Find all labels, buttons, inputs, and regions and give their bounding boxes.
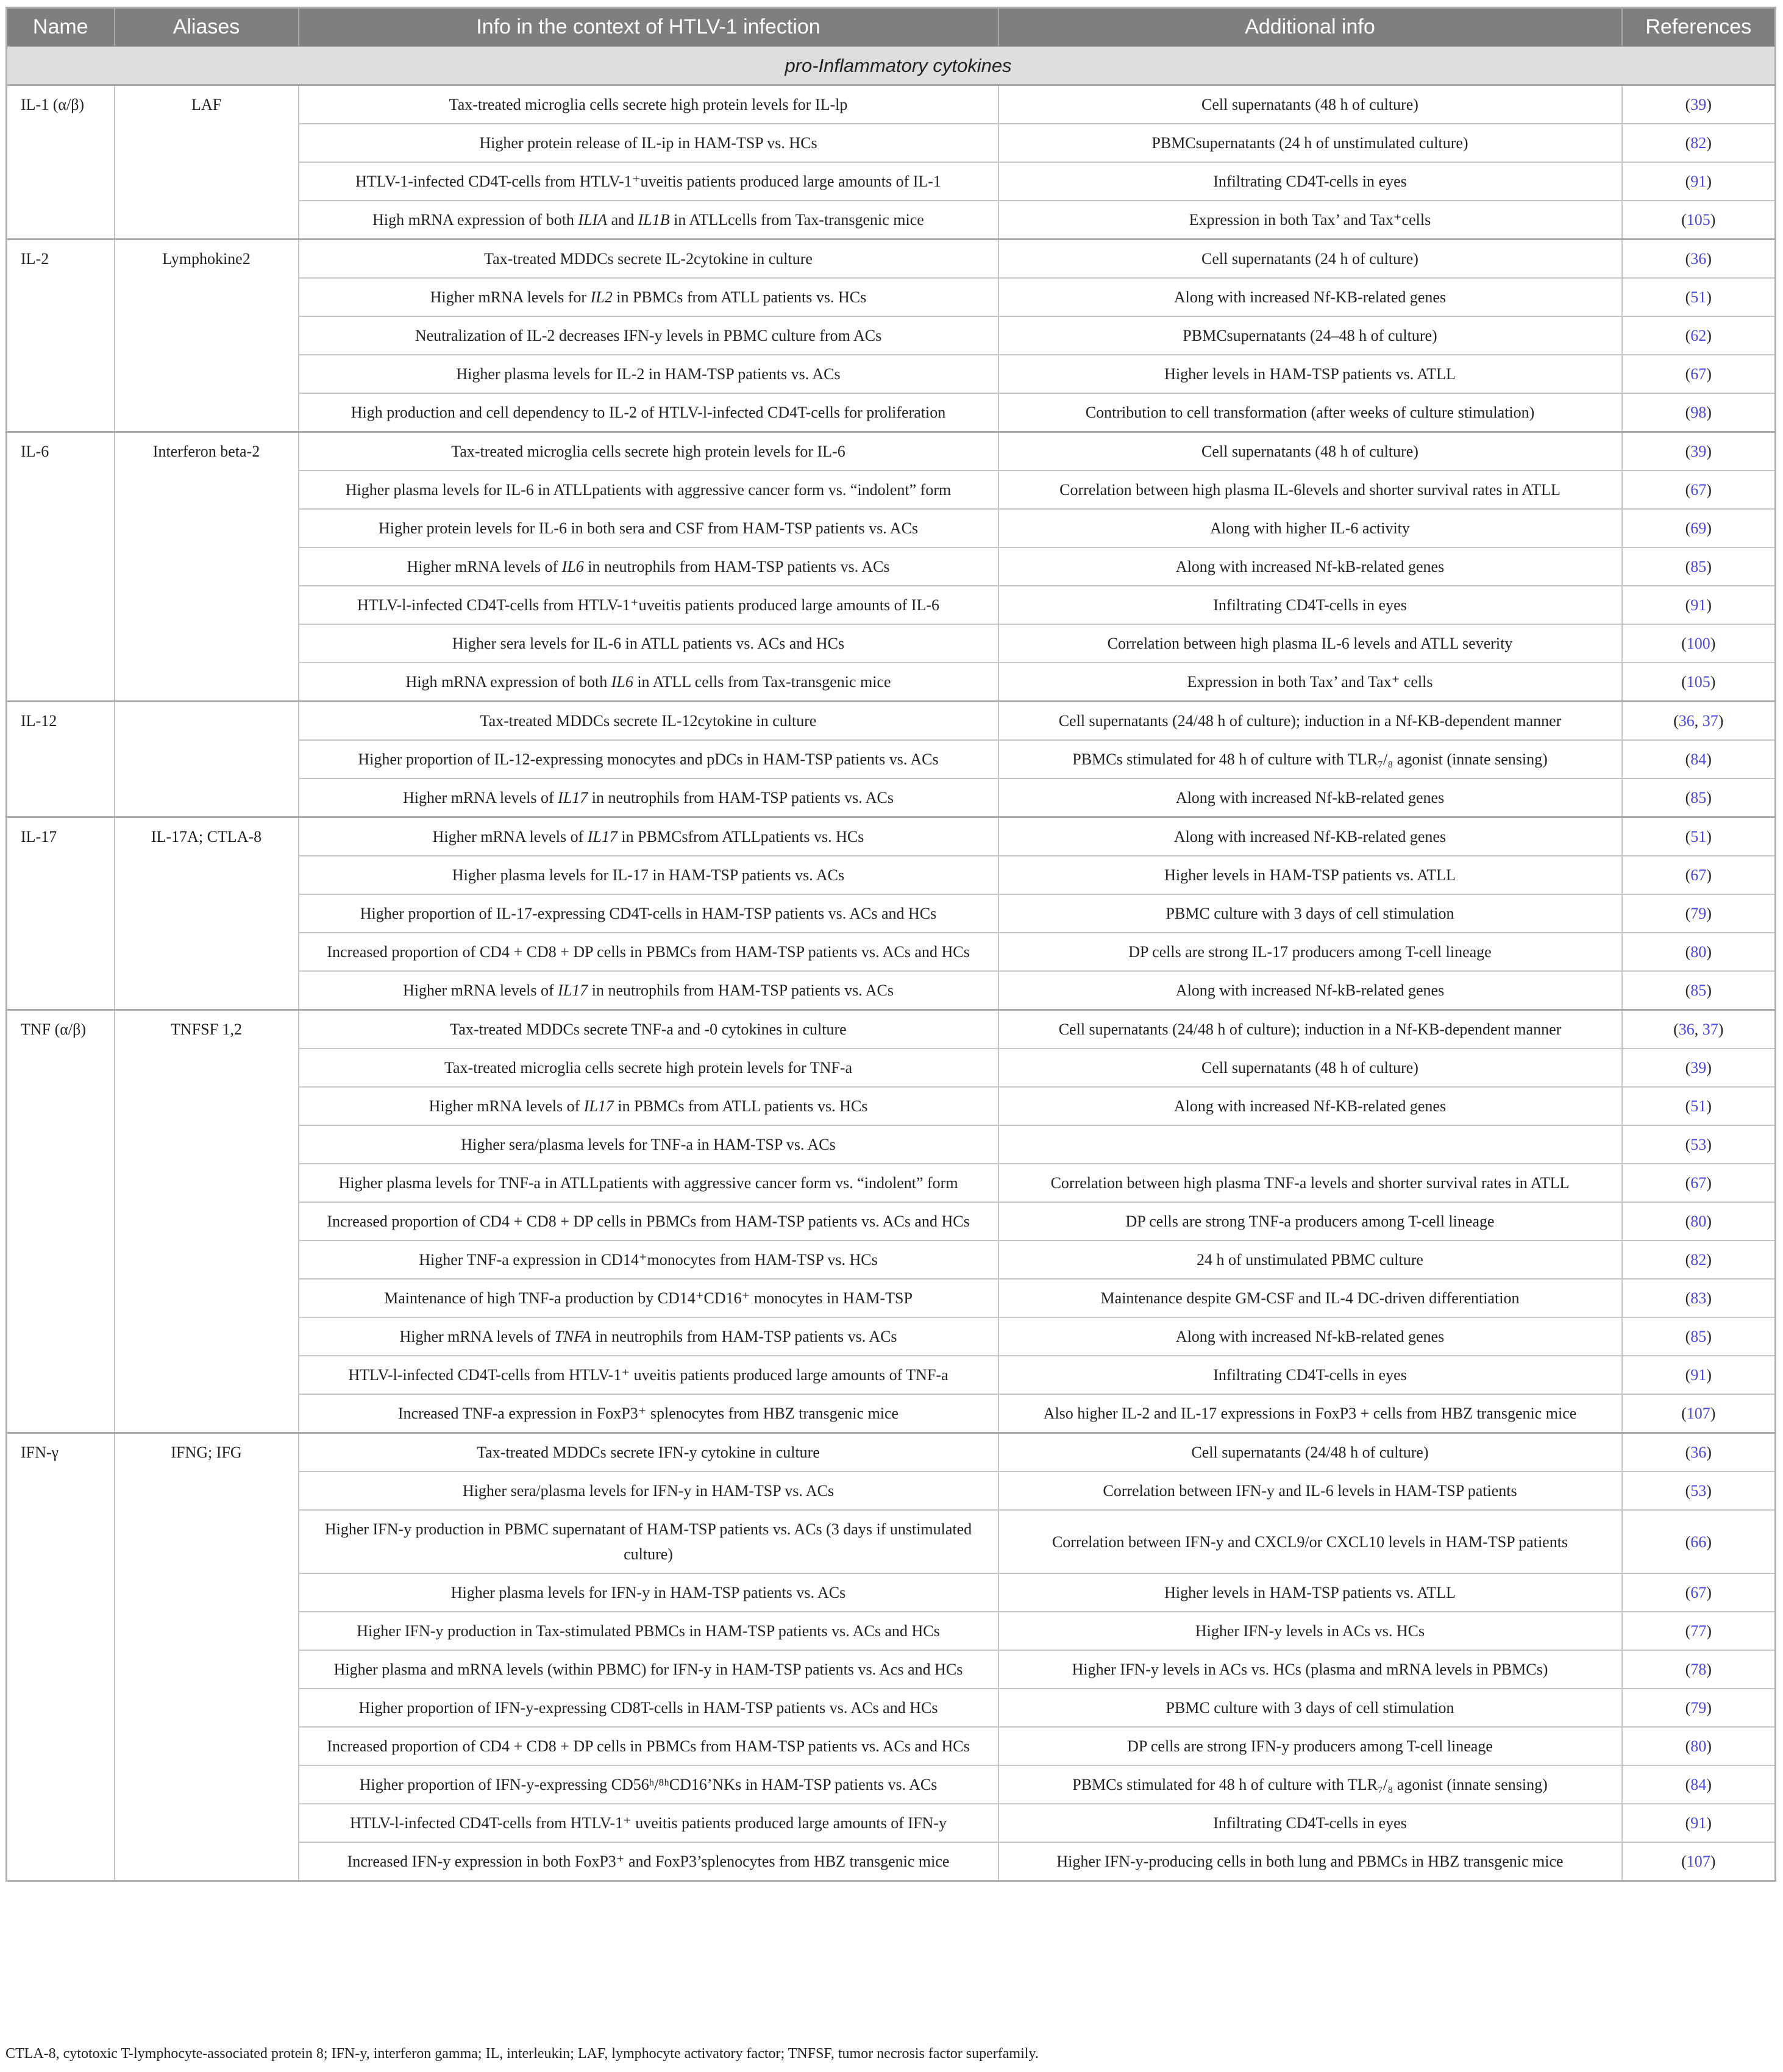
info-cell: [299, 1689, 998, 1727]
info-text: Higher plasma levels for TNF-a in ATLLpatients with aggressive cancer form vs. “indolent” form: [338, 1174, 958, 1192]
reference-link[interactable]: 67: [1690, 1174, 1707, 1192]
info-cell: [299, 778, 998, 817]
reference-link[interactable]: 98: [1690, 404, 1707, 421]
table-row: [7, 240, 1776, 279]
info-text: Higher plasma levels for IL-17 in HAM-TSP patients vs. ACs: [452, 866, 845, 884]
reference-link[interactable]: 85: [1690, 981, 1707, 999]
additional-info-cell: Higher levels in HAM-TSP patients vs. ATLL: [998, 355, 1622, 393]
info-cell: [299, 1612, 998, 1650]
info-cell: [299, 85, 998, 124]
additional-info-cell: Correlation between high plasma TNF-a levels and shorter survival rates in ATLL: [998, 1164, 1622, 1202]
references-cell: (85): [1622, 778, 1776, 817]
references-cell: (67): [1622, 1573, 1776, 1612]
references-cell: (53): [1622, 1472, 1776, 1510]
references-cell: (80): [1622, 933, 1776, 971]
additional-info-cell: Along with increased Nf-kB-related genes: [998, 1317, 1622, 1356]
additional-info-cell: Correlation between high plasma IL-6levels and shorter survival rates in ATLL: [998, 471, 1622, 509]
info-text: High production and cell dependency to IL-2 of HTLV-l-infected CD4T-cells for proliferation: [351, 404, 946, 421]
cytokine-aliases: Lymphokine2: [115, 240, 299, 432]
reference-link[interactable]: 84: [1690, 1776, 1707, 1793]
additional-info-cell: PBMCsupernatants (24 h of unstimulated culture): [998, 124, 1622, 162]
references-cell: (105): [1622, 663, 1776, 702]
info-text: Higher mRNA levels of IL6 in neutrophils from HAM-TSP patients vs. ACs: [407, 558, 890, 575]
info-text: Higher sera/plasma levels for IFN-y in HAM-TSP vs. ACs: [462, 1482, 835, 1500]
references-cell: (107): [1622, 1394, 1776, 1433]
reference-link[interactable]: 91: [1690, 1814, 1707, 1832]
section-title: pro-Inflammatory cytokines: [7, 46, 1776, 85]
reference-link[interactable]: 80: [1690, 1737, 1707, 1755]
reference-link[interactable]: 36: [1678, 1020, 1695, 1038]
additional-info-cell: Infiltrating CD4T-cells in eyes: [998, 162, 1622, 201]
info-text: Higher plasma levels for IL-2 in HAM-TSP patients vs. ACs: [456, 365, 841, 383]
table-row: [7, 1010, 1776, 1049]
info-text: Higher plasma and mRNA levels (within PBMC) for IFN-y in HAM-TSP patients vs. Acs and HCs: [333, 1661, 963, 1678]
additional-info-cell: Correlation between IFN-y and CXCL9/or CXCL10 levels in HAM-TSP patients: [998, 1510, 1622, 1573]
references-cell: (85): [1622, 971, 1776, 1010]
reference-link[interactable]: 84: [1690, 750, 1707, 768]
reference-link[interactable]: 67: [1690, 866, 1707, 884]
info-text: Higher mRNA levels of IL17 in neutrophils from HAM-TSP patients vs. ACs: [402, 789, 894, 806]
cytokine-aliases: IFNG; IFG: [115, 1433, 299, 1881]
reference-link[interactable]: 85: [1690, 558, 1707, 575]
info-text: Higher proportion of IL-12-expressing monocytes and pDCs in HAM-TSP patients vs. ACs: [358, 750, 939, 768]
additional-info-cell: Higher IFN-y-producing cells in both lung and PBMCs in HBZ transgenic mice: [998, 1842, 1622, 1881]
reference-link[interactable]: 51: [1690, 828, 1707, 846]
references-cell: (62): [1622, 316, 1776, 355]
info-text: Tax-treated MDDCs secrete IL-12cytokine in culture: [480, 712, 817, 730]
reference-link[interactable]: 80: [1690, 943, 1707, 961]
info-text: High mRNA expression of both IL6 in ATLL cells from Tax-transgenic mice: [405, 673, 891, 691]
references-cell: (85): [1622, 1317, 1776, 1356]
references-cell: (51): [1622, 278, 1776, 316]
info-text: Tax-treated MDDCs secrete TNF-a and -0 cytokines in culture: [450, 1020, 847, 1038]
references-cell: (84): [1622, 740, 1776, 778]
references-cell: (36, 37): [1622, 1010, 1776, 1049]
additional-info-cell: PBMCsupernatants (24–48 h of culture): [998, 316, 1622, 355]
reference-link[interactable]: 36: [1678, 712, 1695, 730]
reference-link[interactable]: 36: [1690, 1444, 1707, 1461]
reference-link[interactable]: 69: [1690, 519, 1707, 537]
additional-info-cell: Cell supernatants (48 h of culture): [998, 432, 1622, 471]
info-cell: [299, 1279, 998, 1317]
info-text: Maintenance of high TNF-a production by CD14⁺CD16⁺ monocytes in HAM-TSP: [384, 1289, 913, 1307]
references-cell: (80): [1622, 1202, 1776, 1241]
cytokine-aliases: Interferon beta-2: [115, 432, 299, 702]
info-text: Tax-treated microglia cells secrete high protein levels for TNF-a: [444, 1059, 853, 1077]
info-text: Higher sera/plasma levels for TNF-a in HAM-TSP vs. ACs: [461, 1136, 836, 1153]
reference-link[interactable]: 91: [1690, 1366, 1707, 1384]
info-cell: [299, 702, 998, 741]
additional-info-cell: 24 h of unstimulated PBMC culture: [998, 1241, 1622, 1279]
additional-info-cell: Cell supernatants (24 h of culture): [998, 240, 1622, 279]
references-cell: (91): [1622, 1356, 1776, 1394]
info-cell: [299, 740, 998, 778]
info-text: Higher sera levels for IL-6 in ATLL patients vs. ACs and HCs: [452, 635, 845, 652]
info-cell: [299, 547, 998, 586]
additional-info-cell: PBMCs stimulated for 48 h of culture with TLR₇/₈ agonist (innate sensing): [998, 740, 1622, 778]
info-cell: [299, 432, 998, 471]
additional-info-cell: Higher levels in HAM-TSP patients vs. ATLL: [998, 1573, 1622, 1612]
additional-info-cell: Correlation between IFN-y and IL-6 levels in HAM-TSP patients: [998, 1472, 1622, 1510]
info-cell: [299, 1317, 998, 1356]
additional-info-cell: Also higher IL-2 and IL-17 expressions in FoxP3 + cells from HBZ transgenic mice: [998, 1394, 1622, 1433]
info-cell: [299, 586, 998, 624]
cytokine-name: IL-12: [7, 702, 115, 817]
additional-info-cell: DP cells are strong IFN-y producers among T-cell lineage: [998, 1727, 1622, 1765]
cytokine-name: TNF (α/β): [7, 1010, 115, 1433]
info-cell: [299, 1472, 998, 1510]
additional-info-cell: Infiltrating CD4T-cells in eyes: [998, 586, 1622, 624]
reference-link[interactable]: 80: [1690, 1212, 1707, 1230]
additional-info-cell: DP cells are strong TNF-a producers among T-cell lineage: [998, 1202, 1622, 1241]
reference-link[interactable]: 82: [1690, 134, 1707, 152]
reference-link[interactable]: 67: [1690, 481, 1707, 499]
references-cell: (85): [1622, 547, 1776, 586]
references-cell: (80): [1622, 1727, 1776, 1765]
references-cell: (77): [1622, 1612, 1776, 1650]
info-cell: [299, 124, 998, 162]
info-text: HTLV-1-infected CD4T-cells from HTLV-1⁺uveitis patients produced large amounts of IL-1: [355, 173, 941, 190]
reference-link[interactable]: 67: [1690, 1584, 1707, 1601]
additional-info-cell: PBMC culture with 3 days of cell stimulation: [998, 894, 1622, 933]
header-references: References: [1622, 8, 1776, 47]
reference-link[interactable]: 39: [1690, 96, 1707, 113]
info-text: Increased proportion of CD4 + CD8 + DP cells in PBMCs from HAM-TSP patients vs. ACs and HCs: [327, 1212, 970, 1230]
additional-info-cell: Higher IFN-y levels in ACs vs. HCs: [998, 1612, 1622, 1650]
info-cell: [299, 1164, 998, 1202]
additional-info-cell: Along with higher IL-6 activity: [998, 509, 1622, 547]
additional-info-cell: Along with increased Nf-kB-related genes: [998, 547, 1622, 586]
reference-link[interactable]: 37: [1702, 712, 1718, 730]
reference-link[interactable]: 37: [1702, 1020, 1718, 1038]
info-cell: [299, 393, 998, 432]
info-cell: [299, 1510, 998, 1573]
info-cell: [299, 1727, 998, 1765]
info-cell: [299, 1202, 998, 1241]
reference-link[interactable]: 62: [1690, 327, 1707, 344]
reference-link[interactable]: 39: [1690, 1059, 1707, 1077]
table-row: [7, 432, 1776, 471]
info-text: High mRNA expression of both ILIA and IL1B in ATLLcells from Tax-transgenic mice: [372, 211, 924, 229]
info-cell: [299, 1010, 998, 1049]
cytokine-name: IL-6: [7, 432, 115, 702]
additional-info-cell: Contribution to cell transformation (after weeks of culture stimulation): [998, 393, 1622, 432]
references-cell: (51): [1622, 817, 1776, 856]
info-cell: [299, 624, 998, 663]
info-text: Tax-treated microglia cells secrete high protein levels for IL-6: [451, 443, 845, 460]
references-cell: (36): [1622, 1433, 1776, 1472]
info-text: Higher mRNA levels of IL17 in PBMCs from ATLL patients vs. HCs: [429, 1097, 868, 1115]
info-text: Higher IFN-y production in Tax-stimulated PBMCs in HAM-TSP patients vs. ACs and HCs: [357, 1622, 940, 1640]
header-info: Info in the context of HTLV-1 infection: [299, 8, 998, 47]
references-cell: (91): [1622, 1804, 1776, 1842]
references-cell: (67): [1622, 1164, 1776, 1202]
info-text: Increased IFN-y expression in both FoxP3⁺ and FoxP3’splenocytes from HBZ transgenic mice: [347, 1853, 950, 1870]
additional-info-cell: Maintenance despite GM-CSF and IL-4 DC-driven differentiation: [998, 1279, 1622, 1317]
reference-link[interactable]: 100: [1686, 635, 1710, 652]
info-cell: [299, 1048, 998, 1087]
reference-link[interactable]: 83: [1690, 1289, 1707, 1307]
info-cell: [299, 278, 998, 316]
references-cell: (79): [1622, 1689, 1776, 1727]
info-cell: [299, 355, 998, 393]
info-text: Tax-treated MDDCs secrete IL-2cytokine in culture: [484, 250, 813, 268]
references-cell: (78): [1622, 1650, 1776, 1689]
references-cell: (39): [1622, 85, 1776, 124]
info-cell: [299, 1765, 998, 1804]
header-aliases: Aliases: [115, 8, 299, 47]
additional-info-cell: Higher levels in HAM-TSP patients vs. ATLL: [998, 856, 1622, 894]
info-text: Higher plasma levels for IFN-y in HAM-TSP patients vs. ACs: [450, 1584, 846, 1601]
reference-link[interactable]: 91: [1690, 173, 1707, 190]
additional-info-cell: [998, 1125, 1622, 1164]
info-cell: [299, 856, 998, 894]
references-cell: (84): [1622, 1765, 1776, 1804]
info-text: HTLV-l-infected CD4T-cells from HTLV-1⁺ uveitis patients produced large amounts of TNF-a: [348, 1366, 948, 1384]
reference-link[interactable]: 105: [1686, 673, 1710, 691]
info-cell: [299, 162, 998, 201]
info-text: Higher mRNA levels for IL2 in PBMCs from ATLL patients vs. HCs: [430, 288, 867, 306]
info-cell: [299, 1394, 998, 1433]
table-row: [7, 85, 1776, 124]
cytokine-name: IL-1 (α/β): [7, 85, 115, 240]
info-cell: [299, 1804, 998, 1842]
info-text: Higher proportion of IFN-y-expressing CD56ʰ/⁸ʰCD16’NKs in HAM-TSP patients vs. ACs: [359, 1776, 938, 1793]
cytokine-aliases: IL-17A; CTLA-8: [115, 817, 299, 1010]
references-cell: (36, 37): [1622, 702, 1776, 741]
info-cell: [299, 1087, 998, 1125]
info-cell: [299, 1842, 998, 1881]
info-text: Increased proportion of CD4 + CD8 + DP cells in PBMCs from HAM-TSP patients vs. ACs and HCs: [327, 1737, 970, 1755]
cytokine-aliases: LAF: [115, 85, 299, 240]
additional-info-cell: Correlation between high plasma IL-6 levels and ATLL severity: [998, 624, 1622, 663]
info-cell: [299, 1433, 998, 1472]
references-cell: (53): [1622, 1125, 1776, 1164]
info-cell: [299, 1125, 998, 1164]
additional-info-cell: Cell supernatants (24/48 h of culture): [998, 1433, 1622, 1472]
references-cell: (39): [1622, 1048, 1776, 1087]
info-cell: [299, 1356, 998, 1394]
references-cell: (66): [1622, 1510, 1776, 1573]
references-cell: (79): [1622, 894, 1776, 933]
info-cell: [299, 471, 998, 509]
reference-link[interactable]: 91: [1690, 596, 1707, 614]
info-text: Higher mRNA levels of TNFA in neutrophils from HAM-TSP patients vs. ACs: [399, 1328, 897, 1345]
reference-link[interactable]: 79: [1690, 905, 1707, 922]
references-cell: (98): [1622, 393, 1776, 432]
references-cell: (100): [1622, 624, 1776, 663]
info-text: HTLV-l-infected CD4T-cells from HTLV-1⁺ uveitis patients produced large amounts of IFN-y: [350, 1814, 947, 1832]
reference-link[interactable]: 82: [1690, 1251, 1707, 1269]
additional-info-cell: Infiltrating CD4T-cells in eyes: [998, 1356, 1622, 1394]
info-cell: [299, 663, 998, 702]
info-text: Higher mRNA levels of IL17 in neutrophils from HAM-TSP patients vs. ACs: [402, 981, 894, 999]
cytokine-name: IL-2: [7, 240, 115, 432]
info-text: Tax-treated MDDCs secrete IFN-y cytokine in culture: [477, 1444, 820, 1461]
header-name: Name: [7, 8, 115, 47]
additional-info-cell: Along with increased Nf-KB-related genes: [998, 1087, 1622, 1125]
additional-info-cell: PBMCs stimulated for 48 h of culture with TLR₇/₈ agonist (innate sensing): [998, 1765, 1622, 1804]
info-text: Higher proportion of IL-17-expressing CD4T-cells in HAM-TSP patients vs. ACs and HCs: [360, 905, 937, 922]
cytokine-aliases: [115, 702, 299, 817]
info-text: Increased proportion of CD4 + CD8 + DP cells in PBMCs from HAM-TSP patients vs. ACs and HCs: [327, 943, 970, 961]
info-text: Higher TNF-a expression in CD14⁺monocytes from HAM-TSP vs. HCs: [419, 1251, 878, 1269]
reference-link[interactable]: 36: [1690, 250, 1707, 268]
table-row: [7, 817, 1776, 856]
reference-link[interactable]: 85: [1690, 789, 1707, 806]
info-cell: [299, 316, 998, 355]
info-cell: [299, 201, 998, 240]
references-cell: (67): [1622, 355, 1776, 393]
info-text: Increased TNF-a expression in FoxP3⁺ splenocytes from HBZ transgenic mice: [397, 1404, 899, 1422]
header-additional-info: Additional info: [998, 8, 1622, 47]
cytokine-name: IFN-γ: [7, 1433, 115, 1881]
references-cell: (91): [1622, 162, 1776, 201]
references-cell: (107): [1622, 1842, 1776, 1881]
info-text: HTLV-l-infected CD4T-cells from HTLV-1⁺uveitis patients produced large amounts of IL-6: [357, 596, 940, 614]
reference-link[interactable]: 53: [1690, 1136, 1707, 1153]
reference-link[interactable]: 107: [1686, 1853, 1710, 1870]
info-cell: [299, 894, 998, 933]
additional-info-cell: Expression in both Tax’ and Tax⁺ cells: [998, 663, 1622, 702]
info-cell: [299, 1573, 998, 1612]
reference-link[interactable]: 67: [1690, 365, 1707, 383]
additional-info-cell: Along with increased Nf-kB-related genes: [998, 971, 1622, 1010]
cytokine-table: [5, 7, 1776, 1882]
info-text: Higher protein levels for IL-6 in both sera and CSF from HAM-TSP patients vs. ACs: [378, 519, 919, 537]
references-cell: (67): [1622, 471, 1776, 509]
references-cell: (51): [1622, 1087, 1776, 1125]
reference-link[interactable]: 78: [1690, 1661, 1707, 1678]
additional-info-cell: Higher IFN-y levels in ACs vs. HCs (plasma and mRNA levels in PBMCs): [998, 1650, 1622, 1689]
info-text: Higher protein release of IL-ip in HAM-TSP vs. HCs: [479, 134, 817, 152]
references-cell: (36): [1622, 240, 1776, 279]
info-text: Higher IFN-y production in PBMC supernatant of HAM-TSP patients vs. ACs (3 days if unstimulated culture): [324, 1520, 972, 1563]
info-text: Neutralization of IL-2 decreases IFN-y levels in PBMC culture from ACs: [415, 327, 882, 344]
reference-link[interactable]: 107: [1686, 1404, 1710, 1422]
reference-link[interactable]: 51: [1690, 1097, 1707, 1115]
info-cell: [299, 971, 998, 1010]
cytokine-aliases: TNFSF 1,2: [115, 1010, 299, 1433]
table-row: [7, 1433, 1776, 1472]
references-cell: (67): [1622, 856, 1776, 894]
table-row: [7, 702, 1776, 741]
additional-info-cell: Expression in both Tax’ and Tax⁺cells: [998, 201, 1622, 240]
info-text: Higher mRNA levels of IL17 in PBMCsfrom ATLLpatients vs. HCs: [432, 828, 864, 846]
references-cell: (39): [1622, 432, 1776, 471]
reference-link[interactable]: 53: [1690, 1482, 1707, 1500]
footnote: CTLA-8, cytotoxic T-lymphocyte-associated protein 8; IFN-y, interferon gamma; IL, interleukin; LAF, lymphocyte activatory factor; TNFSF, tumor necrosis factor superfamily.: [5, 2046, 1039, 2062]
info-cell: [299, 817, 998, 856]
reference-link[interactable]: 66: [1690, 1533, 1707, 1551]
additional-info-cell: Along with increased Nf-KB-related genes: [998, 817, 1622, 856]
reference-link[interactable]: 39: [1690, 443, 1707, 460]
reference-link[interactable]: 77: [1690, 1622, 1707, 1640]
references-cell: (83): [1622, 1279, 1776, 1317]
info-cell: [299, 933, 998, 971]
info-text: Higher plasma levels for IL-6 in ATLLpatients with aggressive cancer form vs. “indolent” form: [345, 481, 952, 499]
additional-info-cell: Cell supernatants (24/48 h of culture); induction in a Nf-KB-dependent manner: [998, 702, 1622, 741]
info-cell: [299, 240, 998, 279]
info-cell: [299, 509, 998, 547]
cytokine-name: IL-17: [7, 817, 115, 1010]
reference-link[interactable]: 105: [1686, 211, 1710, 229]
section-row: [7, 46, 1776, 85]
header-row: [7, 8, 1776, 47]
additional-info-cell: Cell supernatants (24/48 h of culture); induction in a Nf-KB-dependent manner: [998, 1010, 1622, 1049]
additional-info-cell: Cell supernatants (48 h of culture): [998, 85, 1622, 124]
reference-link[interactable]: 51: [1690, 288, 1707, 306]
info-text: Higher proportion of IFN-y-expressing CD8T-cells in HAM-TSP patients vs. ACs and HCs: [358, 1699, 938, 1717]
references-cell: (105): [1622, 201, 1776, 240]
additional-info-cell: Cell supernatants (48 h of culture): [998, 1048, 1622, 1087]
additional-info-cell: PBMC culture with 3 days of cell stimulation: [998, 1689, 1622, 1727]
info-cell: [299, 1650, 998, 1689]
additional-info-cell: DP cells are strong IL-17 producers among T-cell lineage: [998, 933, 1622, 971]
additional-info-cell: Infiltrating CD4T-cells in eyes: [998, 1804, 1622, 1842]
info-text: Tax-treated microglia cells secrete high protein levels for IL-lp: [449, 96, 848, 113]
references-cell: (69): [1622, 509, 1776, 547]
references-cell: (82): [1622, 124, 1776, 162]
references-cell: (91): [1622, 586, 1776, 624]
additional-info-cell: Along with increased Nf-KB-related genes: [998, 278, 1622, 316]
reference-link[interactable]: 85: [1690, 1328, 1707, 1345]
reference-link[interactable]: 79: [1690, 1699, 1707, 1717]
info-cell: [299, 1241, 998, 1279]
references-cell: (82): [1622, 1241, 1776, 1279]
additional-info-cell: Along with increased Nf-kB-related genes: [998, 778, 1622, 817]
